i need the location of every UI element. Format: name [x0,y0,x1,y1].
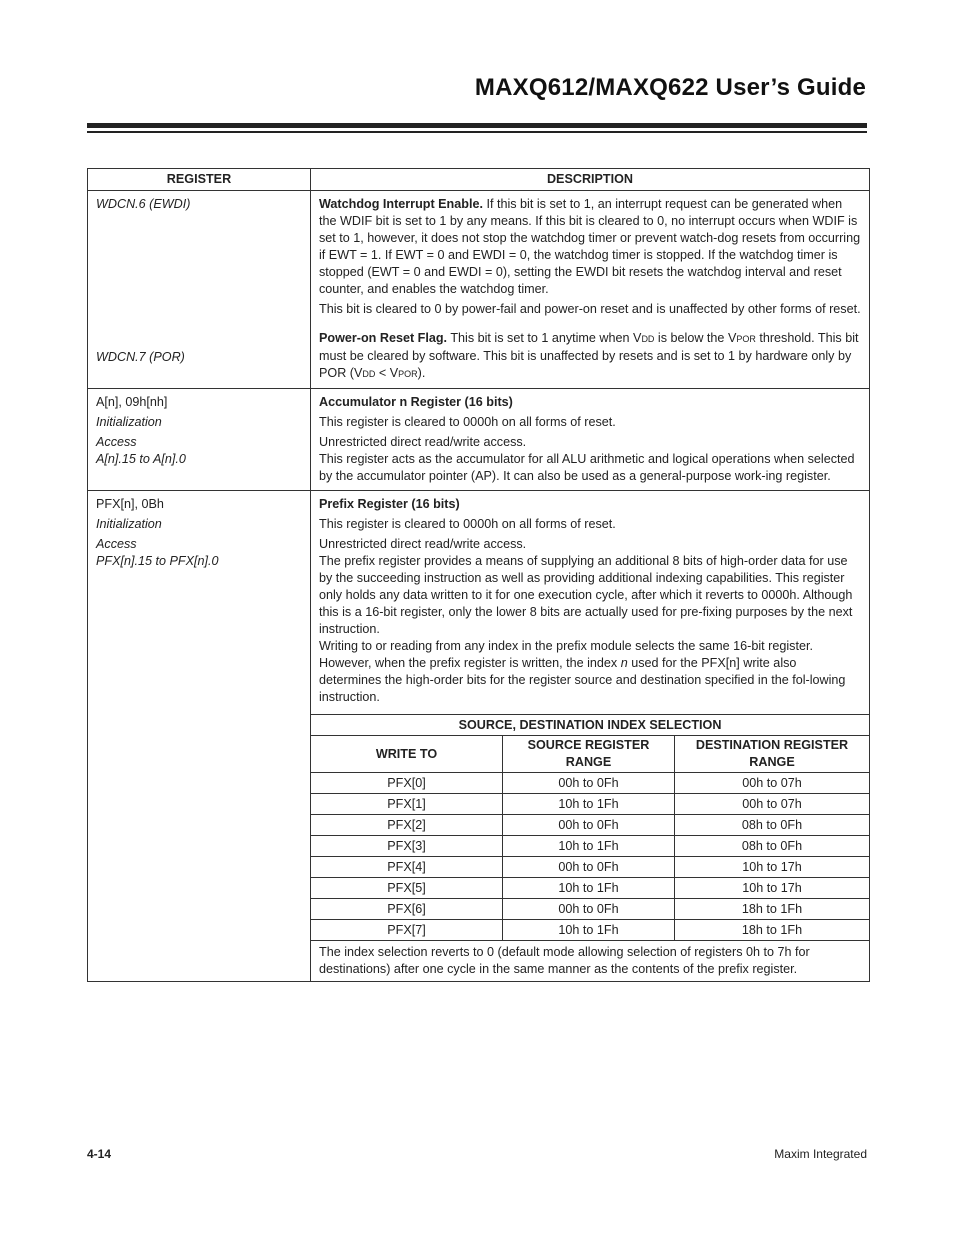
write-to-cell: PFX[7] [311,920,503,941]
page-title: MAXQ612/MAXQ622 User’s Guide [474,74,866,101]
register-table [87,168,870,982]
access-label: Access [96,537,137,551]
initialization-label: Initialization [96,517,162,531]
table-header-row [88,169,869,190]
destination-range-cell: 00h to 07h [675,773,870,794]
source-range-cell: 00h to 0Fh [503,857,675,878]
write-to-header: WRITE TO [311,736,503,773]
source-range-cell: 10h to 1Fh [503,878,675,899]
table-row [311,794,869,815]
bit-range: PFX[n].15 to PFX[n].0 [96,554,219,568]
destination-range-cell: 08h to 0Fh [675,815,870,836]
company-name: Maxim Integrated [774,1147,867,1161]
source-range-cell: 10h to 1Fh [503,794,675,815]
write-to-cell: PFX[3] [311,836,503,857]
description-cell [311,389,869,490]
destination-range-cell: 18h to 1Fh [675,899,870,920]
index-selection-note: The index selection reverts to 0 (default mode allowing selection of registers 0h to 7h for destinations) after one cycle in the same manner as the contents of the prefix register. [311,941,869,982]
bit-name: Watchdog Interrupt Enable. [319,197,483,211]
register-name: WDCN.6 (EWDI) [96,197,191,211]
initialization-label: Initialization [96,415,162,429]
table-row-wdcn [88,190,869,388]
table-row [311,899,869,920]
header-rule-thin [87,131,867,133]
source-range-cell: 00h to 0Fh [503,899,675,920]
description-column-header: DESCRIPTION [546,172,634,186]
description-cell [311,191,869,388]
register-description-2: Writing to or reading from any index in the prefix module selects the same 16-bit register. However, when the prefix register is written, the index n used for the PFX[n] write also determines the high-order bits for the register source and destination specified in the fol-lowing instruction. [319,639,846,704]
destination-range-cell: 10h to 17h [675,857,870,878]
register-name: A[n], 09h[nh] [96,395,168,409]
source-range-cell: 10h to 1Fh [503,920,675,941]
register-cell [88,491,311,981]
destination-range-header: DESTINATION REGISTER RANGE [675,736,870,773]
bit-range: A[n].15 to A[n].0 [96,452,186,466]
write-to-cell: PFX[2] [311,815,503,836]
write-to-cell: PFX[5] [311,878,503,899]
register-name: WDCN.7 (POR) [96,350,185,364]
register-name: PFX[n], 0Bh [96,497,164,511]
description-cell [311,491,869,981]
table-row-accumulator [88,388,869,490]
write-to-cell: PFX[1] [311,794,503,815]
index-selection-table [311,714,869,981]
access-text: Unrestricted direct read/write access. [319,435,527,449]
destination-range-cell: 10h to 17h [675,878,870,899]
page-number: 4-14 [87,1147,112,1161]
write-to-cell: PFX[6] [311,899,503,920]
register-heading: Accumulator n Register (16 bits) [319,395,513,409]
table-row [311,836,869,857]
table-row [311,878,869,899]
index-table-title: SOURCE, DESTINATION INDEX SELECTION [311,715,869,736]
destination-range-cell: 00h to 07h [675,794,870,815]
header-rule-thick [87,123,867,128]
source-range-header: SOURCE REGISTER RANGE [503,736,675,773]
register-cell [88,389,311,490]
register-description: The prefix register provides a means of supplying an additional 8 bits of high-order data for use by the succeeding instruction as well as providing additional indexing capabilities. This register only holds any data written to it for one execution cycle, after which it reverts to 0000h. Although this is a 16-bit register, only the lower 8 bits are actually used for pre-fixing purposes by the next instruction. [319,554,853,636]
bit-name: Power-on Reset Flag. [319,331,448,345]
write-to-cell: PFX[0] [311,773,503,794]
table-row [311,815,869,836]
destination-range-cell: 08h to 0Fh [675,836,870,857]
source-range-cell: 00h to 0Fh [503,773,675,794]
destination-range-cell: 18h to 1Fh [675,920,870,941]
table-row [311,920,869,941]
table-row [311,857,869,878]
access-text: Unrestricted direct read/write access. [319,537,527,551]
write-to-cell: PFX[4] [311,857,503,878]
register-heading: Prefix Register (16 bits) [319,497,460,511]
source-range-cell: 10h to 1Fh [503,836,675,857]
access-label: Access [96,435,137,449]
register-column-header: REGISTER [88,169,311,190]
ewdi-reset-note: This bit is cleared to 0 by power-fail and power-on reset and is unaffected by other forms of reset. [319,302,861,316]
source-range-cell: 00h to 0Fh [503,815,675,836]
table-row-prefix [88,490,869,981]
ewdi-description: Watchdog Interrupt Enable. If this bit is set to 1, an interrupt request can be generated when the WDIF bit is set to 1 by any means. If this bit is cleared to 0, no interrupt occurs when WDIF is set to 1, however, it does not stop the watchdog timer or prevent watch-dog resets from occurring if EWT = 1. If EWT = 0 and EWDI = 0, the watchdog timer is stopped. If the watchdog timer is stopped (EWT = 0 and EWDI = 0), setting the EWDI bit resets the watchdog interval and reset counter, and enables the watchdog timer. [319,197,861,296]
por-description: Power-on Reset Flag. This bit is set to 1 anytime when VDD is below the VPOR threshold. This bit must be cleared by software. This bit is unaffected by resets and is set to 1 by hardware only by POR (VDD < VPOR). [319,331,859,380]
table-row [311,773,869,794]
register-description: This register acts as the accumulator for all ALU arithmetic and logical operations when selected by the accumulator pointer (AP). It can also be used as a general-purpose work-ing register. [319,452,855,483]
initialization-text: This register is cleared to 0000h on all forms of reset. [319,517,616,531]
initialization-text: This register is cleared to 0000h on all forms of reset. [319,415,616,429]
register-cell [88,191,311,388]
